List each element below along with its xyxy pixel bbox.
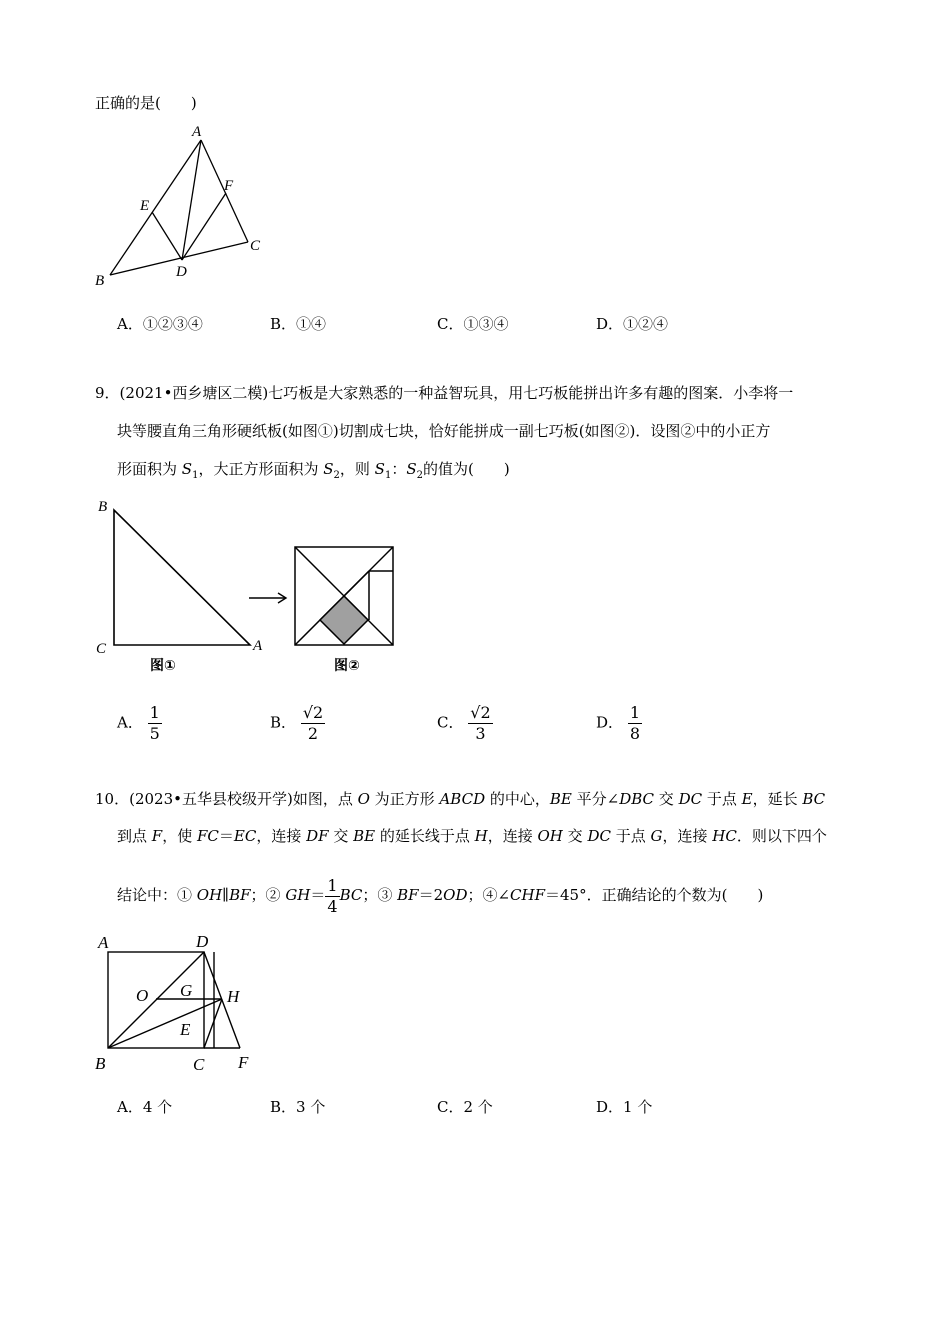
q10-option-d-letter: D． [596, 1098, 624, 1116]
q9-s1-b: S [374, 460, 385, 478]
q10-label-G: G [180, 981, 193, 1000]
q10-figure [90, 928, 270, 1078]
q10-l2g: 交 [562, 827, 588, 845]
q9-fig1-caption: 图① [150, 658, 176, 674]
q10-fraction [325, 876, 339, 917]
q10-E: E [741, 790, 753, 808]
q10-c4: CHF [510, 886, 546, 904]
q9-s2-b-sub: 2 [416, 470, 423, 481]
q10-label-F: F [238, 1053, 249, 1072]
q9-s2: S [323, 460, 334, 478]
q10-option-c-letter: C． [437, 1098, 464, 1116]
q9-option-d-den: 8 [629, 724, 640, 743]
q8-option-c-letter: C． [437, 315, 464, 333]
q10-DF: DF [306, 827, 329, 845]
q10-l1g: ，延长 [752, 790, 803, 808]
q10-l1a: 10．(2023•五华县校级开学)如图，点 [95, 790, 358, 808]
q10-line1 [95, 789, 825, 809]
q10-l1e: 交 [654, 790, 679, 808]
q9-option-b-num: √2 [302, 703, 324, 722]
q10-OH: OH [537, 827, 563, 845]
q8-option-b-letter: B． [270, 315, 297, 333]
q9-line3-d: ： [391, 460, 407, 478]
q9-label-C: C [96, 641, 107, 657]
q10-BE: BE [549, 790, 572, 808]
q10-option-d[interactable] [596, 1096, 652, 1117]
q8-option-a-text: ①②③④ [142, 315, 203, 333]
q10-l1f: 于点 [702, 790, 742, 808]
q10-HC: HC [712, 827, 737, 845]
q8-option-d-letter: D． [596, 315, 624, 333]
q8-option-d[interactable] [596, 313, 668, 334]
q10-H: H [474, 827, 488, 845]
q9-option-c[interactable] [437, 703, 493, 744]
q8-seg-AD [182, 140, 201, 260]
q10-frac-num: 1 [327, 875, 338, 895]
q8-option-a[interactable] [117, 313, 203, 334]
q9-option-d[interactable] [596, 703, 642, 744]
q9-option-d-num: 1 [629, 703, 640, 722]
q9-option-c-den: 3 [475, 724, 486, 743]
q8-option-a-letter: A． [117, 315, 143, 333]
q10-DC-2: DC [587, 827, 611, 845]
q10-option-b[interactable] [270, 1096, 325, 1117]
q9-option-d-letter: D． [596, 713, 624, 732]
q8-label-A: A [192, 124, 202, 140]
q10-option-c[interactable] [437, 1096, 493, 1117]
q10-c1: OH∥BF [196, 886, 251, 904]
q10-G: G [650, 827, 663, 845]
q10-l3d: ；④∠ [467, 886, 511, 904]
q10-option-a-letter: A． [117, 1098, 143, 1116]
q9-s2-sub: 2 [333, 470, 340, 481]
q10-eq-2: ＝ [310, 886, 326, 904]
q10-l3a: 结论中：① [117, 886, 197, 904]
q10-l2c: ，连接 [256, 827, 307, 845]
q10-label-C: C [193, 1055, 205, 1074]
q10-BC: BC [802, 790, 826, 808]
q10-DBC: DBC [619, 790, 655, 808]
q10-l2f: ，连接 [487, 827, 538, 845]
q10-label-E: E [180, 1020, 191, 1039]
q10-l2i: ，连接 [662, 827, 713, 845]
q10-l2a: 到点 [117, 827, 152, 845]
q10-BE-2: BE [353, 827, 376, 845]
q10-option-c-text: 2 个 [463, 1098, 493, 1116]
q9-option-b[interactable] [270, 703, 325, 744]
q9-option-a-letter: A． [117, 713, 143, 732]
q10-l2h: 于点 [610, 827, 651, 845]
q9-line3 [117, 459, 510, 486]
q9-s2-b: S [406, 460, 417, 478]
q8-label-E: E [140, 198, 150, 214]
q9-option-a-fraction [148, 703, 162, 744]
q9-line1: 9．(2021•西乡塘区二模)七巧板是大家熟悉的一种益智玩具，用七巧板能拼出许多有趣的图案．小李将一 [95, 384, 794, 402]
q10-ABCD: ABCD [439, 790, 486, 808]
q10-O: O [357, 790, 370, 808]
q8-figure [90, 118, 280, 293]
q9-option-a-den: 5 [149, 724, 160, 743]
q9-line3-e: 的值为( ) [422, 460, 510, 478]
q9-small-square [320, 596, 368, 644]
q9-figure [90, 495, 400, 680]
q10-l1c: 的中心， [485, 790, 550, 808]
q9-line2: 块等腰直角三角形硬纸板(如图①)切割成七块，恰好能拼成一副七巧板(如图②)．设图②中的小正方 [117, 422, 771, 440]
q10-l3b: ；② [250, 886, 286, 904]
q10-l2b: ，使 [162, 827, 197, 845]
q9-label-A: A [253, 638, 263, 654]
q8-option-c[interactable] [437, 313, 509, 334]
q10-BC-2: BC [339, 886, 363, 904]
q10-seg-HC [204, 999, 222, 1048]
q10-l2e: 的延长线于点 [375, 827, 475, 845]
q9-option-c-letter: C． [437, 713, 464, 732]
q8-label-C: C [250, 238, 261, 254]
q9-arrow-icon [249, 593, 286, 603]
q10-label-D: D [196, 932, 209, 951]
q9-s1: S [181, 460, 193, 478]
q8-seg-ED [152, 212, 182, 260]
q10-l2d: 交 [328, 827, 354, 845]
q10-EC: EC [233, 827, 257, 845]
q8-label-B: B [95, 273, 105, 289]
q9-option-c-fraction [468, 703, 492, 744]
q9-option-d-fraction [628, 703, 642, 744]
q10-option-a[interactable] [117, 1096, 172, 1117]
q10-label-A: A [98, 933, 109, 952]
q9-option-c-num: √2 [470, 703, 491, 722]
q10-F: F [151, 827, 163, 845]
q8-label-D: D [176, 264, 187, 280]
q9-line3-b: ，大正方形面积为 [198, 460, 324, 478]
q8-label-F: F [224, 178, 234, 194]
q10-c3a: BF [397, 886, 419, 904]
q10-option-d-text: 1 个 [623, 1098, 653, 1116]
q10-label-B: B [95, 1054, 106, 1073]
q10-eq: ＝ [218, 827, 234, 845]
q10-option-a-text: 4 个 [142, 1098, 173, 1116]
q10-l3e: ＝45°．正确结论的个数为( ) [545, 886, 764, 904]
q10-DC: DC [678, 790, 703, 808]
q10-line3 [117, 875, 763, 917]
q8-option-d-text: ①②④ [623, 315, 669, 333]
q8-stem-tail: 正确的是( ) [95, 94, 197, 112]
q8-option-b-text: ①④ [296, 315, 327, 333]
q10-option-b-text: 3 个 [296, 1098, 326, 1116]
q10-c3c: OD [443, 886, 468, 904]
q10-l2j: ．则以下四个 [736, 827, 827, 845]
q9-s1-b-sub: 1 [384, 470, 392, 481]
q9-option-b-fraction [301, 703, 325, 744]
q9-option-a-num: 1 [149, 703, 160, 722]
q10-c3b: ＝2 [418, 886, 444, 904]
q8-option-b[interactable] [270, 313, 326, 334]
q9-option-b-den: 2 [307, 724, 319, 743]
q10-c2: GH [285, 886, 311, 904]
q9-s1-sub: 1 [192, 470, 199, 481]
q9-fig2-caption: 图② [334, 658, 360, 674]
q9-option-b-letter: B． [270, 713, 297, 732]
q10-line2 [117, 826, 827, 846]
q10-l1d: 平分∠ [571, 790, 620, 808]
q8-seg-FD [182, 193, 226, 260]
q10-FC: FC [196, 827, 219, 845]
q10-label-H: H [227, 987, 240, 1006]
q9-triangle [114, 510, 250, 645]
q10-frac-den: 4 [327, 896, 338, 916]
q9-option-a[interactable] [117, 703, 162, 744]
q10-l1b: 为正方形 [369, 790, 440, 808]
q9-line3-c: ，则 [339, 460, 375, 478]
q10-seg-BH [108, 999, 222, 1048]
q9-label-B: B [98, 499, 108, 515]
q8-option-c-text: ①③④ [463, 315, 509, 333]
q9-line3-a: 形面积为 [117, 460, 182, 478]
q10-option-b-letter: B． [270, 1098, 297, 1116]
q8-seg-AB [110, 140, 201, 275]
q10-label-O: O [136, 986, 149, 1005]
q10-l3c: ；③ [362, 886, 398, 904]
